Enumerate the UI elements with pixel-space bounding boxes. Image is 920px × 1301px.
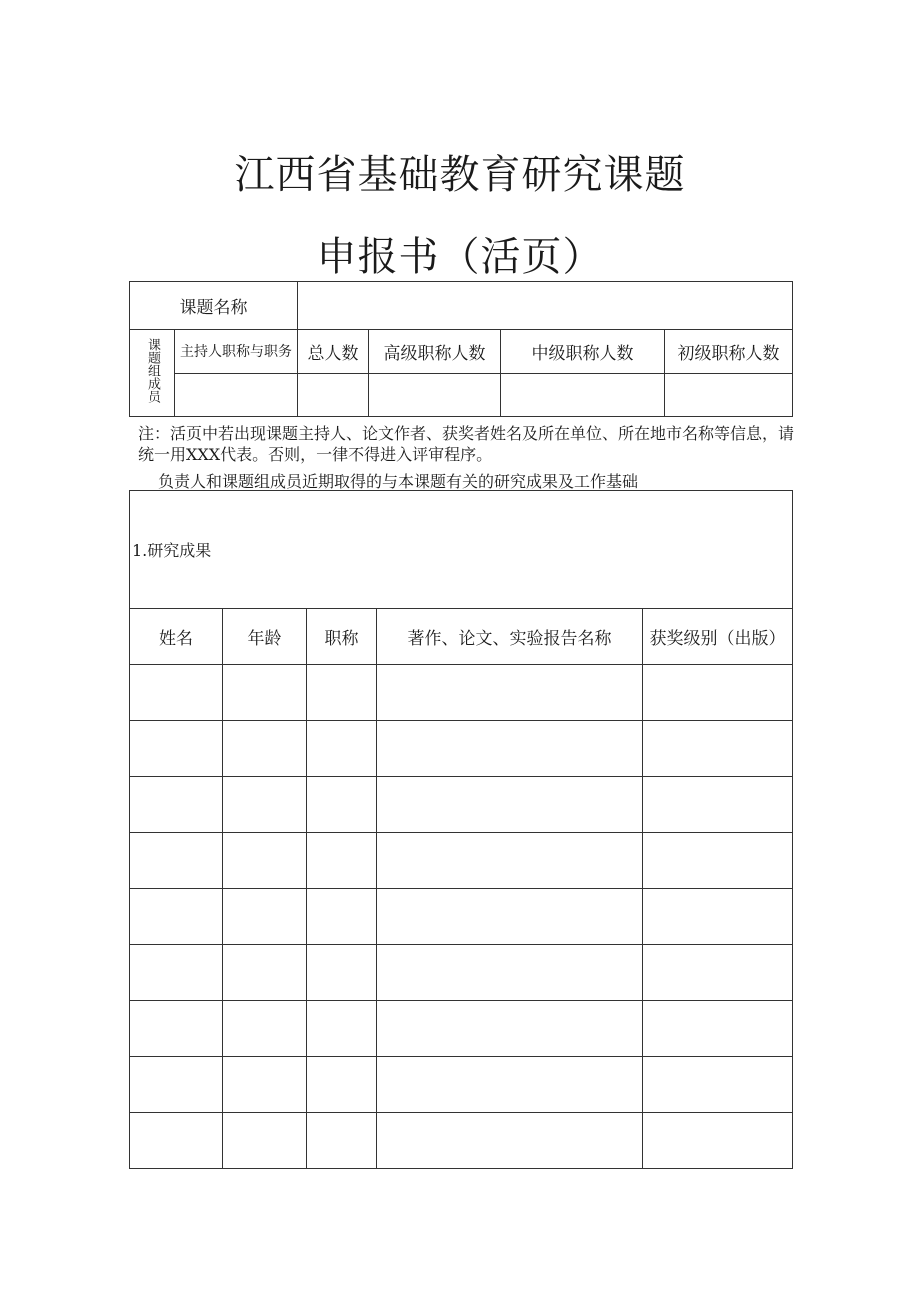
cell[interactable] <box>377 721 643 777</box>
senior-field[interactable] <box>369 374 501 417</box>
section-heading: 负责人和课题组成员近期取得的与本课题有关的研究成果及工作基础 <box>158 472 639 491</box>
members-label-cell <box>130 330 175 417</box>
page-subtitle: 申报书（活页） <box>316 234 604 280</box>
middle-field[interactable] <box>501 374 665 417</box>
cell[interactable] <box>307 1113 377 1169</box>
host-title-label: 主持人职称与职务 <box>175 330 298 374</box>
table-row <box>130 1057 793 1113</box>
topic-name-label: 课题名称 <box>130 282 298 330</box>
table-row <box>130 777 793 833</box>
cell[interactable] <box>130 889 223 945</box>
cell[interactable] <box>223 1113 307 1169</box>
cell[interactable] <box>643 665 793 721</box>
cell[interactable] <box>377 945 643 1001</box>
cell[interactable] <box>130 1113 223 1169</box>
info-table <box>129 281 793 417</box>
col-work-name: 著作、论文、实验报告名称 <box>377 609 643 665</box>
col-age: 年龄 <box>223 609 307 665</box>
cell[interactable] <box>377 833 643 889</box>
cell[interactable] <box>307 665 377 721</box>
cell[interactable] <box>643 833 793 889</box>
cell[interactable] <box>307 945 377 1001</box>
topic-name-field[interactable] <box>298 282 793 330</box>
cell[interactable] <box>223 1057 307 1113</box>
cell[interactable] <box>223 833 307 889</box>
research-results-label: 1.研究成果 <box>130 491 793 609</box>
members-label: 课题组成员 <box>145 338 160 403</box>
cell[interactable] <box>643 721 793 777</box>
cell[interactable] <box>643 1001 793 1057</box>
cell[interactable] <box>223 721 307 777</box>
cell[interactable] <box>377 1001 643 1057</box>
col-title: 职称 <box>307 609 377 665</box>
table-row <box>130 945 793 1001</box>
host-title-field[interactable] <box>175 374 298 417</box>
cell[interactable] <box>130 1057 223 1113</box>
cell[interactable] <box>130 833 223 889</box>
cell[interactable] <box>130 777 223 833</box>
cell[interactable] <box>377 665 643 721</box>
col-award-level: 获奖级别（出版） <box>643 609 793 665</box>
table-row <box>130 889 793 945</box>
cell[interactable] <box>377 777 643 833</box>
cell[interactable] <box>130 721 223 777</box>
table-row <box>130 1113 793 1169</box>
col-name: 姓名 <box>130 609 223 665</box>
cell[interactable] <box>377 1113 643 1169</box>
middle-label: 中级职称人数 <box>501 330 665 374</box>
cell[interactable] <box>223 665 307 721</box>
cell[interactable] <box>130 945 223 1001</box>
cell[interactable] <box>307 777 377 833</box>
cell[interactable] <box>643 777 793 833</box>
cell[interactable] <box>643 889 793 945</box>
senior-label: 高级职称人数 <box>369 330 501 374</box>
cell[interactable] <box>223 945 307 1001</box>
cell[interactable] <box>307 889 377 945</box>
table-row <box>130 665 793 721</box>
total-field[interactable] <box>298 374 369 417</box>
cell[interactable] <box>130 665 223 721</box>
results-table <box>129 490 793 1169</box>
junior-label: 初级职称人数 <box>665 330 793 374</box>
table-row <box>130 833 793 889</box>
cell[interactable] <box>643 1057 793 1113</box>
cell[interactable] <box>307 833 377 889</box>
cell[interactable] <box>307 1001 377 1057</box>
total-label: 总人数 <box>298 330 369 374</box>
cell[interactable] <box>377 889 643 945</box>
page-title: 江西省基础教育研究课题 <box>234 152 686 198</box>
table-row <box>130 721 793 777</box>
table-row <box>130 1001 793 1057</box>
cell[interactable] <box>643 945 793 1001</box>
cell[interactable] <box>377 1057 643 1113</box>
cell[interactable] <box>307 1057 377 1113</box>
note-text: 注：活页中若出现课题主持人、论文作者、获奖者姓名及所在单位、所在地市名称等信息，请统一用XXX代表。否则，一律不得进入评审程序。 <box>138 424 795 464</box>
junior-field[interactable] <box>665 374 793 417</box>
cell[interactable] <box>643 1113 793 1169</box>
cell[interactable] <box>223 889 307 945</box>
cell[interactable] <box>307 721 377 777</box>
cell[interactable] <box>223 1001 307 1057</box>
cell[interactable] <box>223 777 307 833</box>
cell[interactable] <box>130 1001 223 1057</box>
